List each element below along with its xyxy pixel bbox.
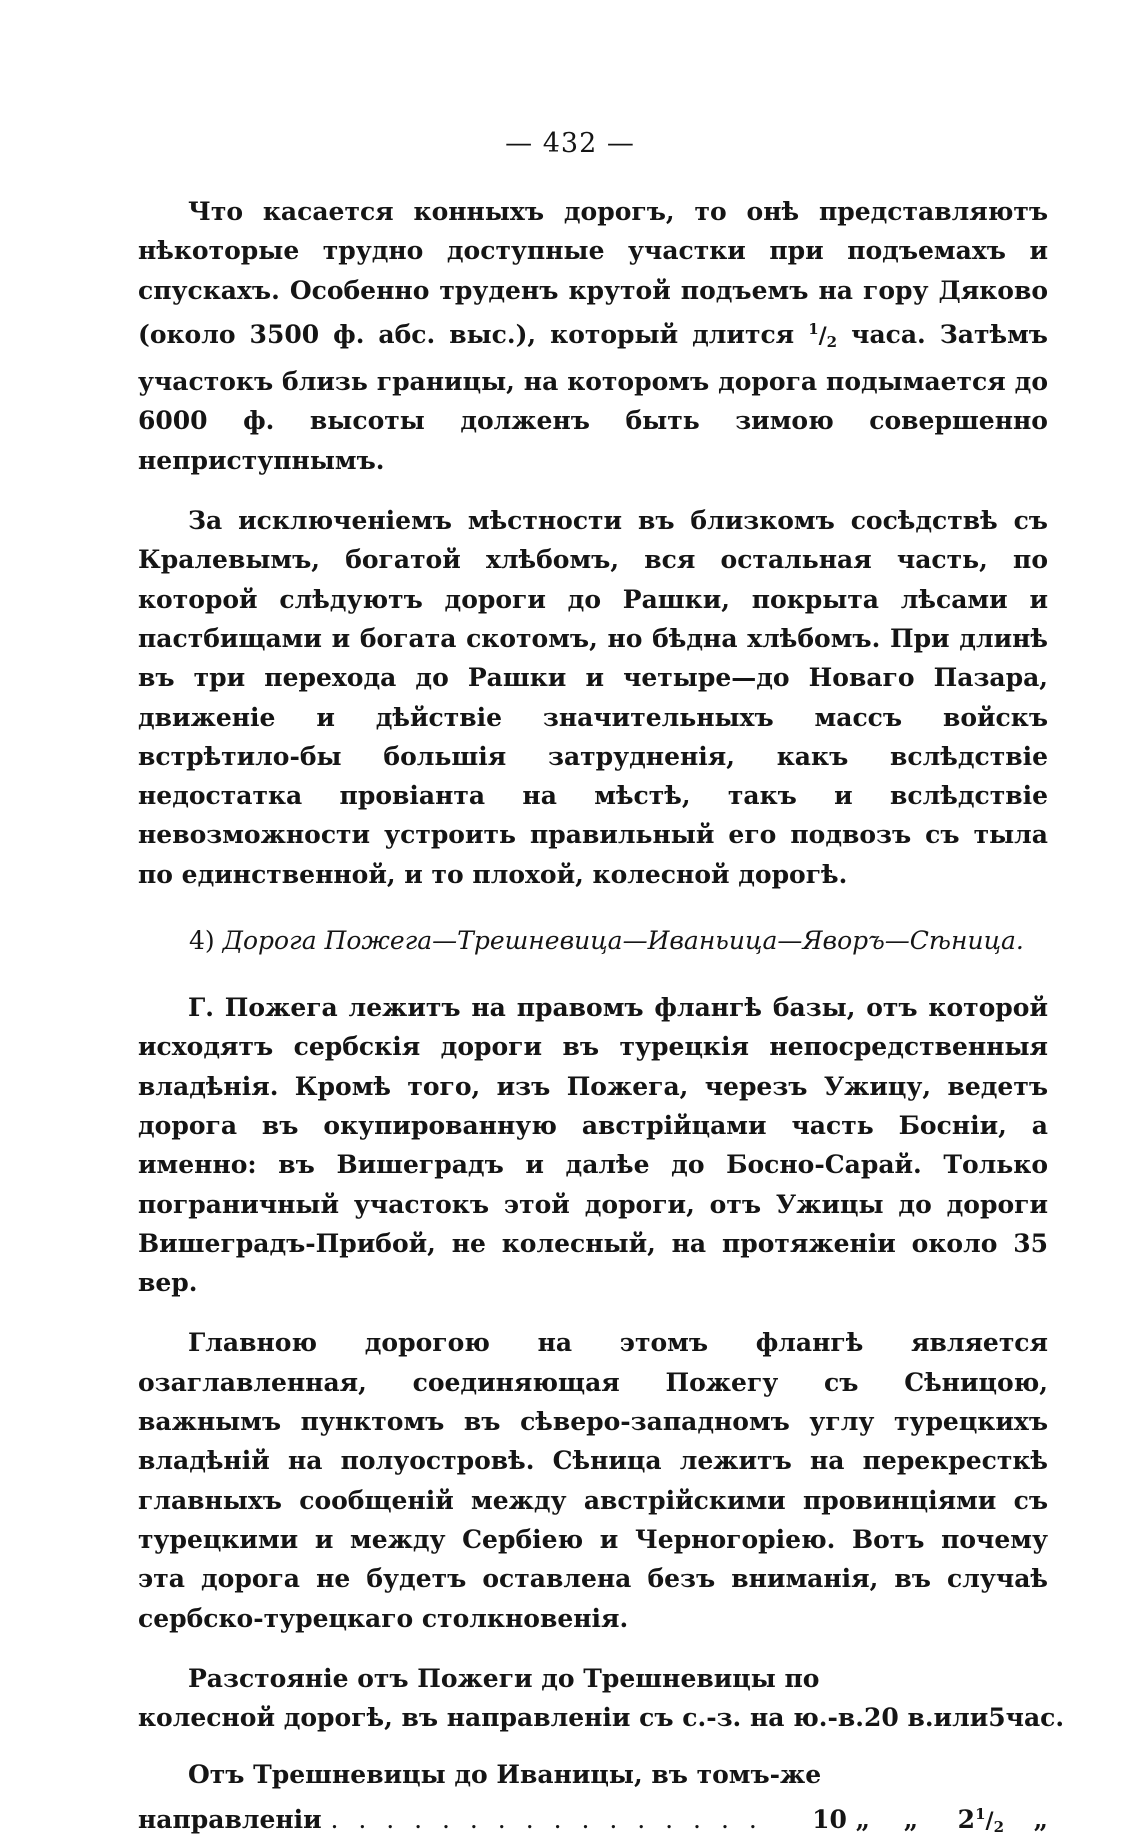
distance-line (138, 1659, 1048, 1698)
distance-versts: 20 (863, 1703, 899, 1733)
distance-hours: $2^1/_2$ (957, 1804, 1004, 1836)
hours-unit: час. (1005, 1703, 1065, 1733)
distance-versts: 10 (812, 1804, 847, 1834)
hours-unit: „ (1033, 1804, 1048, 1834)
fraction-denominator: 2 (993, 1817, 1004, 1836)
distance-description: Отъ Трешневицы до Иваницы, въ томъ-же (188, 1760, 822, 1790)
paragraph-mounted-roads (138, 192, 1048, 480)
distance-description: направленіи (138, 1804, 322, 1834)
versts-unit: „ (855, 1804, 870, 1834)
section-heading (138, 921, 1048, 961)
distance-line (138, 1698, 1065, 1737)
page-number: — 432 — (505, 128, 635, 159)
distance-connector: „ (903, 1804, 919, 1834)
body-text (138, 192, 1065, 1847)
distance-table (138, 1659, 1065, 1847)
distance-connector: или (933, 1703, 989, 1733)
distance-hours: 5 (988, 1703, 1006, 1733)
hours-whole: 2 (957, 1804, 976, 1834)
paragraph-main-road: Главною дорогою на этомъ флангѣ является озаглавленная, соединяющая Пожегу съ Сѣницою, важнымъ пунктомъ въ сѣверо-западномъ углу турецкихъ владѣній на полуостровѣ. Сѣница лежитъ на перекресткѣ главныхъ сообщеній между австрійскими провинціями съ турецкими и между Сербіею и Черногоріею. Вотъ почему эта дорога не будетъ оставлена безъ вниманія, въ случаѣ сербско-турецкаго столкновенія. (138, 1328, 1048, 1633)
distance-line (138, 1795, 1048, 1847)
section-title: Дорога Пожега—Трешневица—Иваньица—Яворъ—Сѣница. (222, 926, 1024, 956)
distance-entry (138, 1755, 1048, 1847)
paragraph-terrain: За исключеніемъ мѣстности въ близкомъ сосѣдствѣ съ Кралевымъ, богатой хлѣбомъ, вся остальная часть, по которой слѣдуютъ дороги до Рашки, покрыта лѣсами и пастбищами и богата скотомъ, но бѣдна хлѣбомъ. При длинѣ въ три перехода до Рашки и четыре—до Новаго Пазара, движеніе и дѣйствіе значительныхъ массъ войскъ встрѣтило-бы большія затрудненія, какъ вслѣдствіе недостатка провіанта на мѣстѣ, такъ и вслѣдствіе невозможности устроить правильный его подвозъ съ тыла по единственной, и то плохой, колесной дорогѣ. (138, 506, 1048, 889)
paragraph-text-continued: часа. Затѣмъ участокъ близь границы, на которомъ дорога подымается до 6000 ф. высоты долженъ быть зимою совершенно неприступнымъ. (138, 319, 1048, 475)
versts-unit: в. (907, 1703, 934, 1733)
distance-entry (138, 1659, 1065, 1738)
section-number: 4) (189, 926, 215, 956)
dot-leader: . . . . . . . . . . . . . . . . (330, 1804, 763, 1834)
paragraph-text: Что касается конныхъ дорогъ, то онѣ представляютъ нѣкоторые трудно доступные участки при подъемахъ и спускахъ. Особенно труденъ крутой подъемъ на гору Дяково (около 3500 ф. абс. выс.), который длится (138, 197, 1048, 349)
distance-line (138, 1755, 1048, 1794)
fraction-numerator: 1 (808, 319, 819, 338)
fraction-numerator: 1 (975, 1804, 986, 1823)
paragraph-pozhega: Г. Пожега лежитъ на правомъ флангѣ базы, отъ которой исходятъ сербскія дороги въ турецкія непосредственныя владѣнія. Кромѣ того, изъ Пожега, черезъ Ужицу, ведетъ дорога въ окупированную австрійцами часть Босніи, а именно: въ Вишеградъ и далѣе до Босно-Сарай. Только пограничный участокъ этой дороги, отъ Ужицы до дороги Вишеградъ-Прибой, не колесный, на протяженіи около 35 вер. (138, 993, 1048, 1298)
fraction-denominator: 2 (826, 332, 838, 351)
distance-description: Разстояніе отъ Пожеги до Трешневицы по (188, 1663, 820, 1693)
distance-description: колесной дорогѣ, въ направленіи съ с.-з. на ю.-в. (138, 1703, 864, 1733)
fraction: $^1/_2$ (808, 319, 838, 351)
